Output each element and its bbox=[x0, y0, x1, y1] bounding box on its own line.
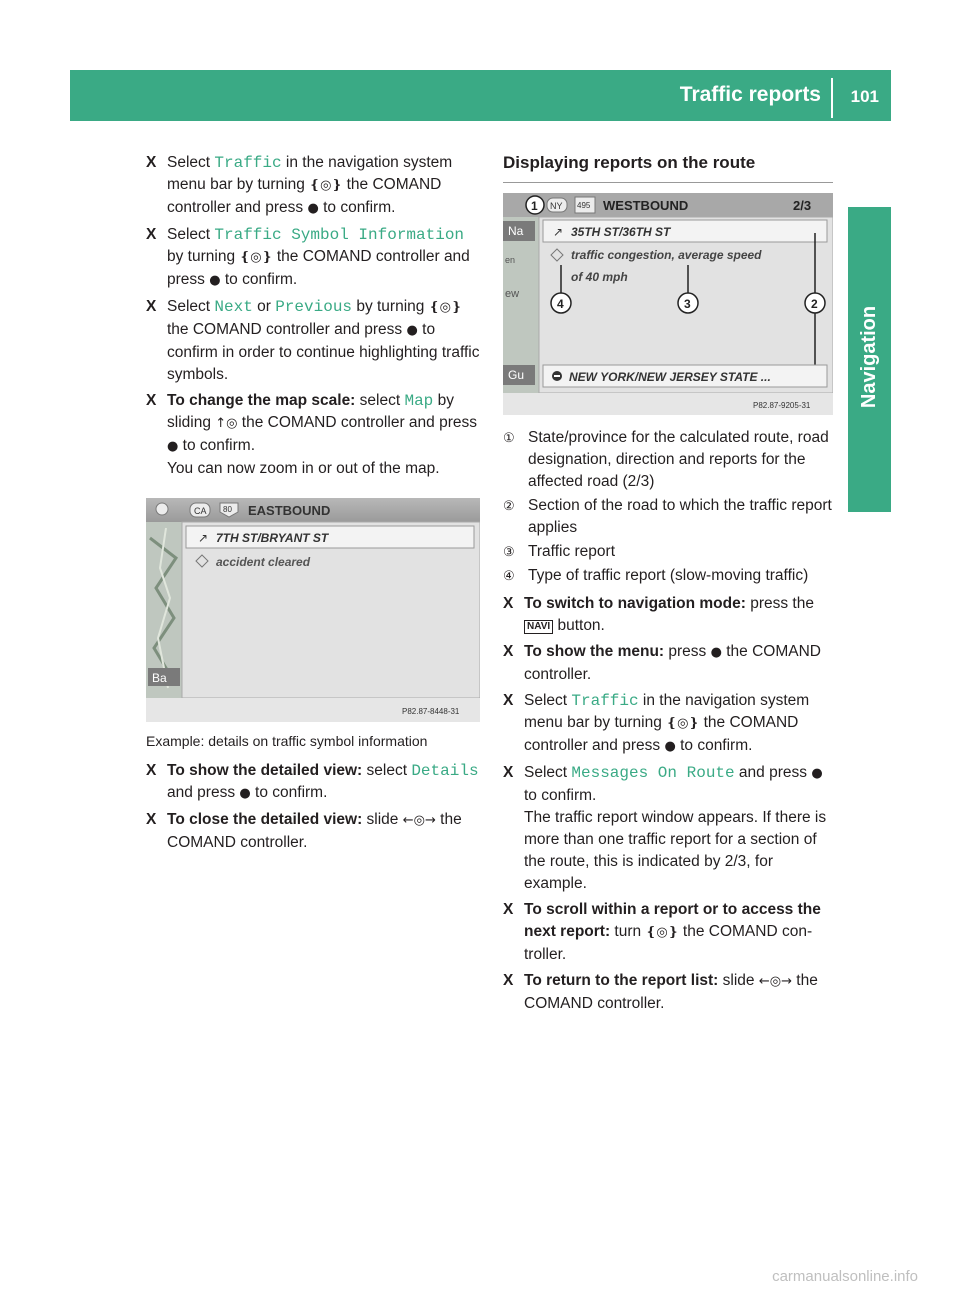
step-marker-icon: X bbox=[503, 692, 514, 709]
report-line-1: traffic congestion, average speed bbox=[571, 248, 762, 262]
map-side-label: ew bbox=[505, 288, 520, 300]
legend-item: ④ Type of traffic report (slow-moving traffic) bbox=[503, 565, 833, 587]
section-tab bbox=[848, 207, 891, 512]
section-tab-label: Navigation bbox=[858, 305, 880, 409]
road-icon: ↗ bbox=[198, 531, 209, 545]
step-marker-icon: X bbox=[146, 811, 157, 828]
instruction-item: X Select Traffic in the navigation system menu bar by turning ❴◎❵ the COMAND controller and press ● to confirm. bbox=[503, 692, 810, 754]
menu-item-code: Details bbox=[411, 762, 479, 780]
callout-3-label: 3 bbox=[684, 297, 691, 311]
road-name: 35TH ST/36TH ST bbox=[571, 225, 671, 239]
press-controller-icon: ● bbox=[209, 273, 221, 288]
menu-item-code: Previous bbox=[275, 298, 353, 316]
step-marker-icon: X bbox=[146, 226, 157, 243]
callout-4-label: 4 bbox=[557, 297, 564, 311]
callout-2-label: 2 bbox=[811, 297, 818, 311]
menu-item-code: Map bbox=[404, 392, 434, 410]
route-segment: NEW YORK/NEW JERSEY STATE ... bbox=[569, 370, 771, 384]
step-marker-icon: X bbox=[503, 643, 514, 660]
highway-badge: 495 bbox=[577, 201, 591, 210]
instruction-item: X Select Traffic Symbol Information by turning ❴◎❵ the COMAND controller and press ● to confirm. bbox=[146, 226, 470, 288]
slide-controller-icon: ←◎→ bbox=[758, 974, 792, 989]
instruction-item: X To switch to navigation mode: press the NAVI button. bbox=[503, 595, 814, 634]
traffic-symbol-screenshot bbox=[146, 498, 480, 722]
report-page-indicator: 2/3 bbox=[793, 198, 812, 213]
turn-controller-icon: ❴◎❵ bbox=[309, 178, 343, 193]
step-marker-icon: X bbox=[503, 764, 514, 781]
step-marker-icon: X bbox=[146, 154, 157, 171]
state-badge: CA bbox=[194, 506, 207, 516]
instruction-item: X Select Traffic in the navigation system menu bar by turning ❴◎❵ the COMAND controller and press ● to confirm. bbox=[146, 154, 453, 216]
left-column bbox=[146, 152, 480, 858]
figure-code: P82.87-9205-31 bbox=[753, 401, 811, 410]
step-marker-icon: X bbox=[503, 595, 514, 612]
watermark: carmanualsonline.info bbox=[772, 1268, 918, 1285]
map-side-label: en bbox=[505, 255, 516, 265]
route-reports-screenshot bbox=[503, 193, 833, 415]
step-marker-icon: X bbox=[503, 901, 514, 918]
section-rule bbox=[503, 182, 833, 183]
page-number: 101 bbox=[850, 87, 879, 106]
section-title: Displaying reports on the route bbox=[503, 153, 756, 172]
press-controller-icon: ● bbox=[710, 645, 722, 660]
legend-item: ③ Traffic report bbox=[503, 541, 833, 563]
press-controller-icon: ● bbox=[664, 739, 676, 754]
menu-item-code: Next bbox=[214, 298, 253, 316]
map-side-label: Ba bbox=[152, 671, 167, 685]
legend-item: ② Section of the road to which the traffic report applies bbox=[503, 497, 832, 536]
step-marker-icon: X bbox=[146, 298, 157, 315]
report-line-2: of 40 mph bbox=[571, 270, 628, 284]
instruction-item: X To show the menu: press ● the COMAND controller. bbox=[503, 643, 821, 683]
direction-heading: EASTBOUND bbox=[248, 503, 331, 518]
press-controller-icon: ● bbox=[811, 766, 823, 781]
figure-caption: Example: details on traffic symbol information bbox=[146, 733, 428, 749]
page-header bbox=[70, 70, 891, 121]
header-divider bbox=[831, 78, 833, 118]
road-name: 7TH ST/BRYANT ST bbox=[216, 531, 329, 545]
menu-item-code: Traffic bbox=[571, 692, 639, 710]
turn-controller-icon: ❴◎❵ bbox=[239, 250, 273, 265]
slide-controller-icon: ←◎→ bbox=[402, 813, 436, 828]
road-icon: ↗ bbox=[553, 225, 564, 239]
instruction-item: X Select Messages On Route and press ● to confirm. The traffic report window appears. If there is more than one traffic report for a section of the route, this is indicated by 2/3, for example. bbox=[503, 764, 827, 892]
map-side-label: Gu bbox=[508, 368, 525, 382]
slide-controller-icon: ↑◎ bbox=[215, 416, 238, 431]
legend-number: ④ bbox=[503, 568, 515, 583]
legend-item: ① State/province for the calculated route, road designation, direction and reports for the affected road (2/3) bbox=[503, 429, 829, 490]
step-marker-icon: X bbox=[146, 762, 157, 779]
press-controller-icon: ● bbox=[167, 439, 179, 454]
callout-1-label: 1 bbox=[531, 199, 538, 213]
figure-code: P82.87-8448-31 bbox=[402, 707, 460, 716]
instruction-item: X To change the map scale: select Map by sliding ↑◎ the COMAND controller and press ● to confirm. You can now zoom in or out of the map. bbox=[146, 392, 477, 477]
legend-number: ① bbox=[503, 430, 515, 445]
legend-number: ③ bbox=[503, 544, 515, 559]
step-marker-icon: X bbox=[146, 392, 157, 409]
press-controller-icon: ● bbox=[239, 786, 251, 801]
step-marker-icon: X bbox=[503, 972, 514, 989]
menu-item-code: Traffic bbox=[214, 154, 282, 172]
instruction-item: X To close the detailed view: slide ←◎→ the COMAND controller. bbox=[146, 811, 462, 851]
menu-item-code: Messages On Route bbox=[571, 764, 735, 782]
direction-heading: WESTBOUND bbox=[603, 198, 689, 213]
map-side-label: Na bbox=[508, 224, 524, 238]
report-text: accident cleared bbox=[216, 555, 311, 569]
screenshot-graphic bbox=[146, 498, 480, 722]
instruction-item: X Select Next or Previous by turning ❴◎❵ the COMAND controller and press ● to confirm in order to continue highlighting traffic symbols. bbox=[146, 298, 480, 383]
right-column bbox=[503, 152, 833, 1019]
instruction-item: X To scroll within a report or to access the next report: turn ❴◎❵ the COMAND con-troller. bbox=[503, 901, 821, 963]
press-controller-icon: ● bbox=[406, 323, 418, 338]
turn-controller-icon: ❴◎❵ bbox=[645, 925, 679, 940]
turn-controller-icon: ❴◎❵ bbox=[428, 300, 462, 315]
state-badge: NY bbox=[550, 201, 563, 211]
instruction-item: X To return to the report list: slide ←◎→ the COMAND controller. bbox=[503, 972, 818, 1012]
highway-badge: 80 bbox=[223, 505, 232, 514]
navi-button-icon: NAVI bbox=[524, 620, 553, 634]
screenshot-graphic bbox=[503, 193, 833, 415]
legend-number: ② bbox=[503, 498, 515, 513]
press-controller-icon: ● bbox=[307, 201, 319, 216]
header-title: Traffic reports bbox=[679, 83, 821, 106]
turn-controller-icon: ❴◎❵ bbox=[666, 716, 700, 731]
menu-item-code: Traffic Symbol Information bbox=[214, 226, 465, 244]
instruction-item: X To show the detailed view: select Details and press ● to confirm. bbox=[146, 762, 479, 801]
